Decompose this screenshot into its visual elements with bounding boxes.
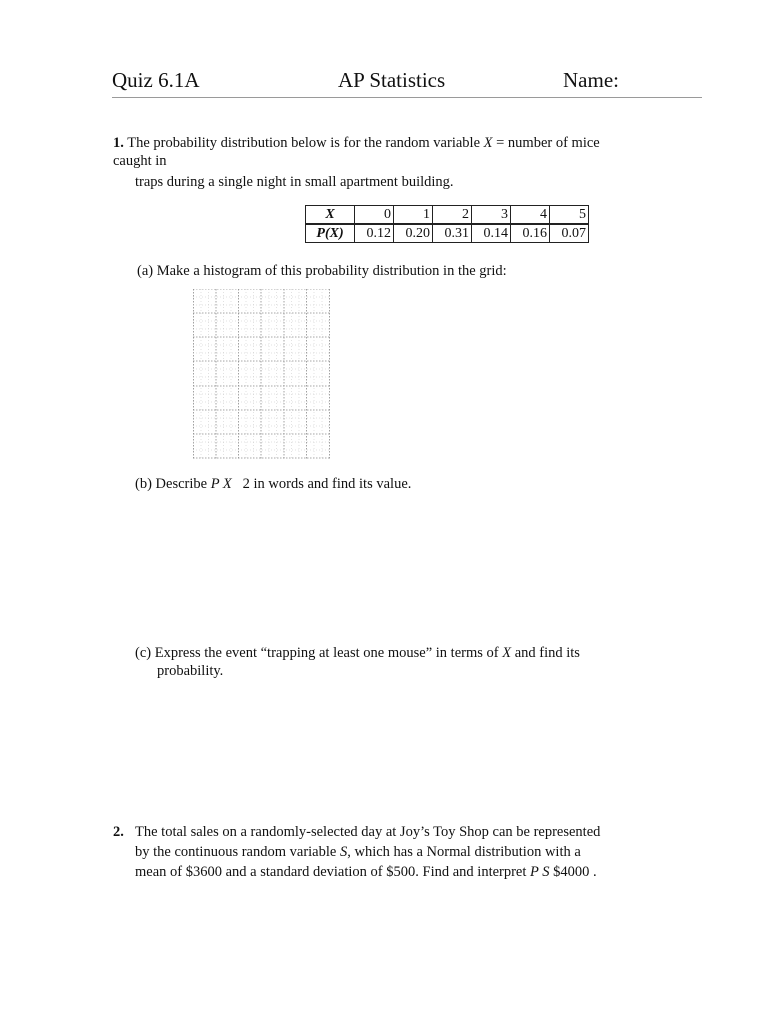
x-value: 2	[433, 206, 472, 225]
q1-intro-text-b: = number of mice	[492, 135, 600, 151]
q1-intro-text-a: The probability distribution below is for the random variable	[127, 135, 484, 151]
part-c-text-b: and find its	[511, 645, 580, 661]
course-title: AP Statistics	[338, 68, 446, 92]
p-value: 0.12	[355, 224, 394, 243]
histogram-grid[interactable]	[193, 289, 330, 459]
part-b-expr: P X	[210, 476, 232, 492]
q1-part-c-line2: probability.	[157, 663, 224, 679]
q1-intro-line3: traps during a single night in small apartment building.	[135, 174, 454, 190]
x-value: 4	[511, 206, 550, 225]
q2-line2-var: S	[339, 844, 348, 860]
p-value: 0.20	[394, 224, 433, 243]
q1-part-a: (a) Make a histogram of this probability distribution in the grid:	[137, 263, 507, 279]
p-value: 0.31	[433, 224, 472, 243]
part-c-var: X	[502, 645, 512, 661]
q2-line2-a: by the continuous random variable	[135, 844, 340, 860]
q2-line1: The total sales on a randomly-selected day at Joy’s Toy Shop can be represented	[135, 824, 601, 840]
x-header: X	[306, 206, 355, 225]
p-value: 0.14	[472, 224, 511, 243]
grid-lines	[193, 289, 330, 459]
q2-line3-b: $4000 .	[549, 864, 597, 880]
table-row-p	[306, 224, 589, 243]
q1-intro	[113, 134, 653, 152]
p-value: 0.07	[550, 224, 589, 243]
quiz-title: Quiz 6.1A	[112, 68, 200, 92]
name-label: Name:	[563, 68, 619, 92]
q2-line3-expr: P S	[530, 864, 550, 880]
x-value: 1	[394, 206, 433, 225]
q1-part-c	[135, 644, 625, 662]
header-rule	[112, 97, 702, 98]
table-row-x	[306, 206, 589, 225]
probability-table	[305, 205, 589, 243]
p-header: P(X)	[306, 224, 355, 243]
q2-number	[113, 823, 124, 841]
part-b-post: in words and find its value.	[249, 476, 412, 492]
x-value: 3	[472, 206, 511, 225]
q1-intro-var: X	[483, 135, 493, 151]
part-b-num: 2	[242, 476, 250, 492]
q1-number: 1.	[113, 135, 124, 151]
x-value: 0	[355, 206, 394, 225]
q2-line2-b: , which has a Normal distribution with a	[347, 844, 581, 860]
q2-line2	[135, 843, 581, 861]
q2-line3	[135, 863, 597, 881]
part-c-text-a: (c) Express the event “trapping at least one mouse” in terms of	[135, 645, 503, 661]
part-b-pre: (b) Describe	[135, 476, 211, 492]
q1-intro-line2: caught in	[113, 153, 167, 169]
p-value: 0.16	[511, 224, 550, 243]
q2-number-label: 2.	[113, 824, 124, 840]
x-value: 5	[550, 206, 589, 225]
q2-line3-a: mean of $3600 and a standard deviation of $500. Find and interpret	[135, 864, 531, 880]
q1-part-b	[135, 475, 411, 493]
